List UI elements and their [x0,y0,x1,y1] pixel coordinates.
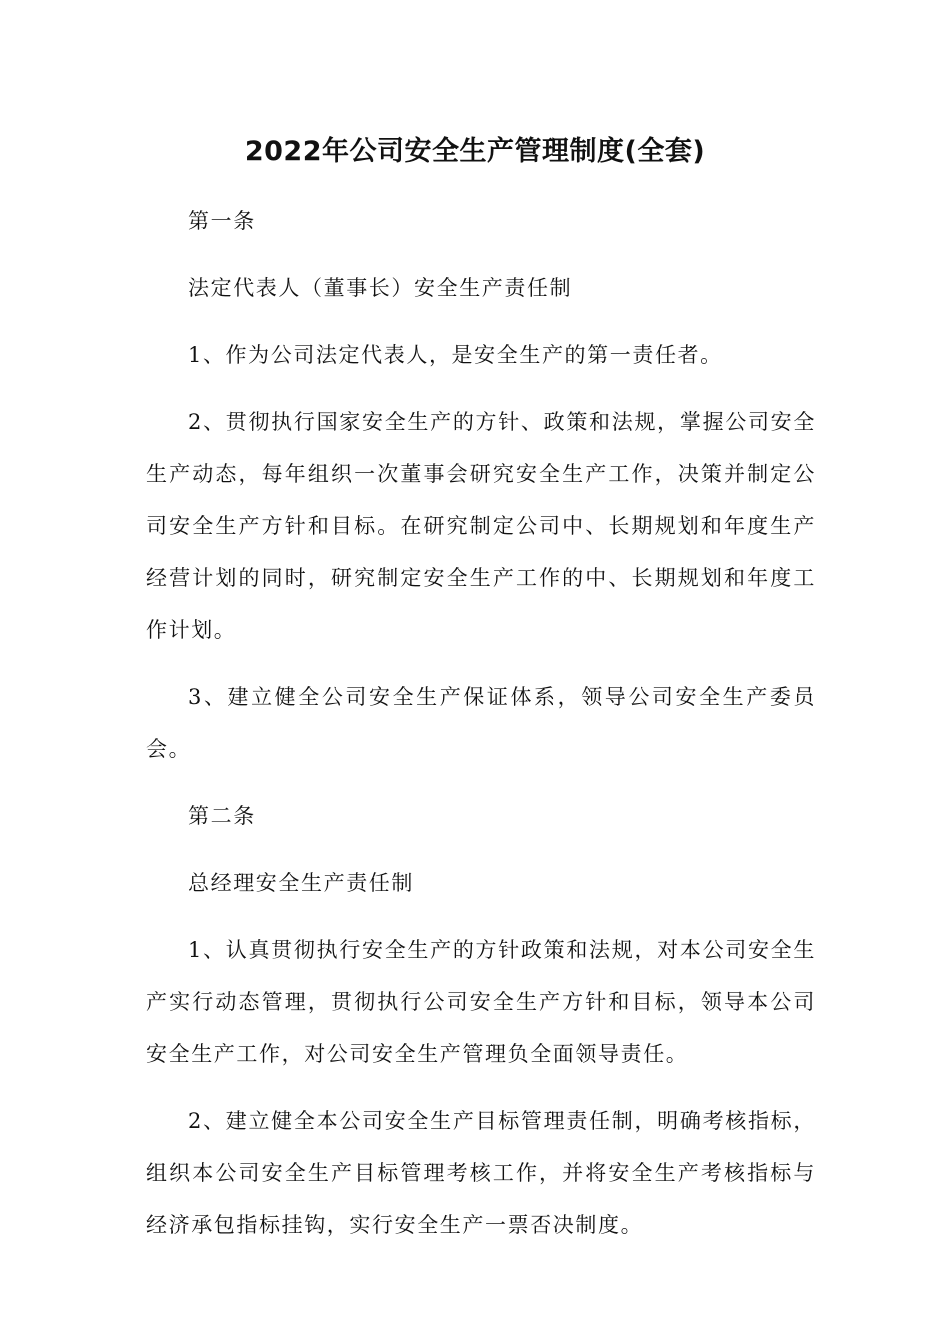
paragraph: 1、作为公司法定代表人，是安全生产的第一责任者。 [188,343,723,367]
paragraph: 2、建立健全本公司安全生产目标管理责任制，明确考核指标，组织本公司安全生产目标管理考核工作，并将安全生产考核指标与经济承包指标挂钩，实行安全生产一票否决制度。 [146,1109,816,1237]
document-body [146,195,816,1266]
section-heading-chairman: 法定代表人（董事长）安全生产责任制 [188,276,573,300]
section-heading-general-manager: 总经理安全生产责任制 [188,871,414,895]
document-title: 2022年公司安全生产管理制度(全套) [244,136,706,167]
article-heading-1: 第一条 [188,209,256,233]
paragraph: 1、认真贯彻执行安全生产的方针政策和法规，对本公司安全生产实行动态管理，贯彻执行公司安全生产方针和目标，领导本公司安全生产工作，对公司安全生产管理负全面领导责任。 [146,938,816,1066]
paragraph: 2、贯彻执行国家安全生产的方针、政策和法规，掌握公司安全生产动态，每年组织一次董事会研究安全生产工作，决策并制定公司安全生产方针和目标。在研究制定公司中、长期规划和年度生产经营计划的同时，研究制定安全生产工作的中、长期规划和年度工作计划。 [146,410,816,642]
article-heading-2: 第二条 [188,804,256,828]
paragraph: 3、建立健全公司安全生产保证体系，领导公司安全生产委员会。 [146,685,816,761]
